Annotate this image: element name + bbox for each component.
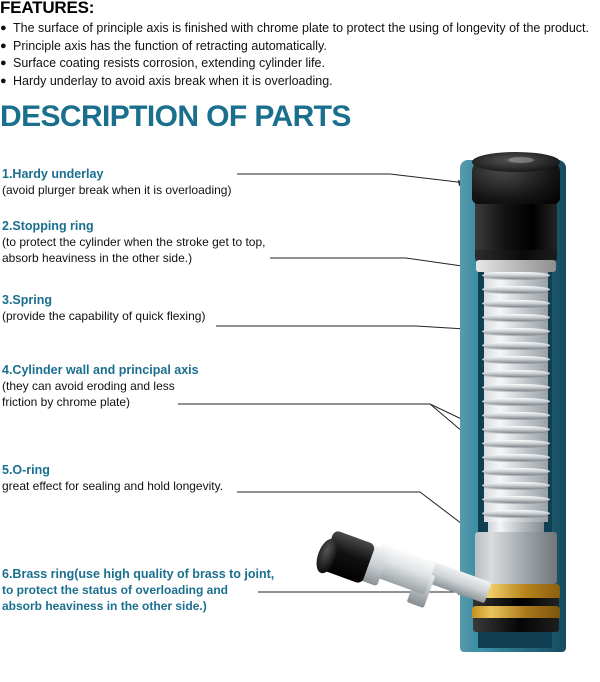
- callout-line: friction by chrome plate): [2, 395, 131, 409]
- cylinder-cutaway-illustration: [312, 140, 600, 660]
- callout-stopping-ring: [2, 218, 302, 266]
- spring-coil: [482, 454, 550, 461]
- spring-coil: [482, 314, 550, 321]
- callout-line: (to protect the cylinder when the stroke get to top,: [2, 235, 266, 249]
- spring-coil: [482, 286, 550, 293]
- callout-title: 4.Cylinder wall and principal axis: [2, 363, 199, 377]
- o-ring-lower: [473, 618, 559, 632]
- spring-coil: [482, 426, 550, 433]
- description-of-parts-heading: DESCRIPTION OF PARTS: [0, 100, 351, 133]
- spring-coil: [482, 300, 550, 307]
- spring-coil: [482, 468, 550, 475]
- black-sleeve: [475, 198, 557, 254]
- stopping-ring: [476, 260, 556, 272]
- feature-item: [0, 73, 600, 91]
- bullet-icon: ●: [0, 22, 7, 34]
- callout-o-ring: [2, 462, 302, 494]
- spring-coil: [482, 356, 550, 363]
- callout-hardy-underlay: [2, 166, 302, 198]
- spring-coil: [482, 370, 550, 377]
- spring-coil: [482, 482, 550, 489]
- callout-line: (provide the capability of quick flexing): [2, 309, 206, 323]
- callout-title: 3.Spring: [2, 293, 53, 307]
- bullet-icon: ●: [0, 74, 7, 87]
- callout-title: 6.Brass ring(use high quality of brass to joint,: [2, 567, 275, 581]
- feature-text: The surface of principle axis is finished with chrome plate to protect the using of longevity of the product.: [13, 21, 590, 35]
- callout-line: (they can avoid eroding and less: [2, 379, 175, 393]
- callout-line: absorb heaviness in the other side.): [2, 599, 207, 613]
- spring-coil: [482, 342, 550, 349]
- features-section: [0, 0, 600, 90]
- callout-line: great effect for sealing and hold longevity.: [2, 479, 224, 493]
- bullet-icon: ●: [0, 39, 7, 52]
- spring-coil: [482, 510, 550, 517]
- callout-spring: [2, 292, 302, 324]
- o-ring-seat-block: [475, 532, 557, 584]
- callout-brass-ring: [2, 566, 302, 614]
- features-list: [0, 20, 600, 90]
- spring-coil: [482, 440, 550, 447]
- callout-line: absorb heaviness in the other side.): [2, 251, 193, 265]
- callout-cylinder-wall-and-principal-axis: [2, 362, 302, 410]
- feature-text: Principle axis has the function of retracting automatically.: [13, 38, 327, 53]
- callout-title: 5.O-ring: [2, 463, 50, 477]
- cap-highlight: [508, 157, 534, 163]
- features-title: FEATURES:: [0, 0, 95, 17]
- feature-item: [0, 38, 600, 56]
- callout-title: 2.Stopping ring: [2, 219, 94, 233]
- spring-coil: [482, 272, 550, 279]
- callout-line: to protect the status of overloading and: [2, 583, 229, 597]
- spring-coil: [482, 384, 550, 391]
- callout-title: 1.Hardy underlay: [2, 167, 104, 181]
- spring-coil: [482, 398, 550, 405]
- spring-coil: [482, 496, 550, 503]
- feature-text: Surface coating resists corrosion, extending cylinder life.: [13, 56, 325, 70]
- feature-item: [0, 55, 600, 73]
- feature-text: Hardy underlay to avoid axis break when it is overloading.: [13, 73, 333, 88]
- feature-item: [0, 20, 600, 38]
- callout-line: (avoid plurger break when it is overloading): [2, 183, 232, 197]
- spring-coil: [482, 412, 550, 419]
- spring-coil: [482, 328, 550, 335]
- bullet-icon: ●: [0, 57, 7, 69]
